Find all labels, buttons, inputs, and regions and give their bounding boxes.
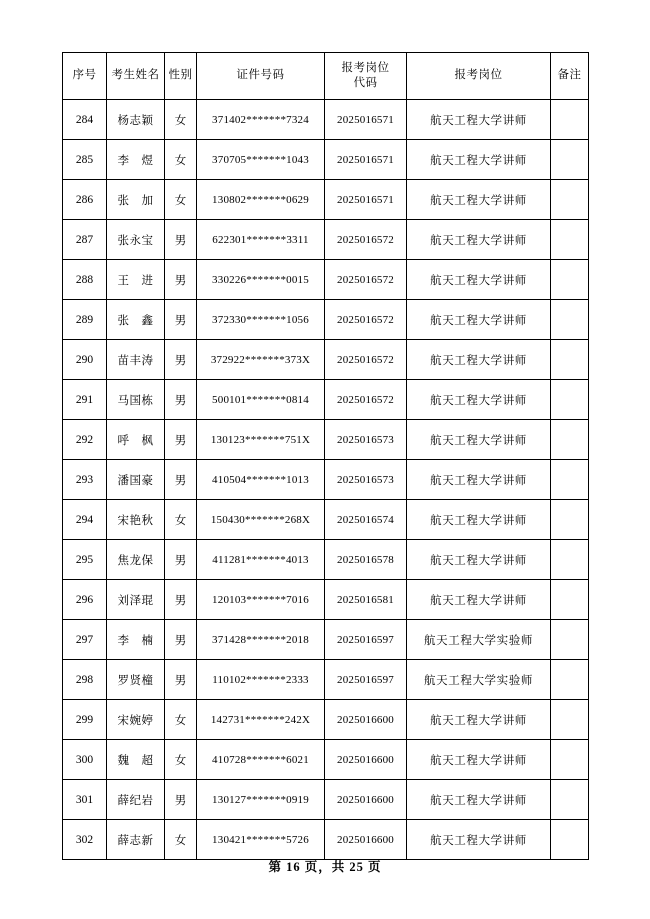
cell-seq: 292 <box>63 420 107 460</box>
table-row <box>63 140 589 180</box>
cell-seq: 298 <box>63 660 107 700</box>
cell-note <box>551 580 589 620</box>
cell-id-number: 130127*******0919 <box>197 780 325 820</box>
cell-post: 航天工程大学讲师 <box>407 820 551 860</box>
cell-note <box>551 420 589 460</box>
cell-id-number: 330226*******0015 <box>197 260 325 300</box>
table-row <box>63 380 589 420</box>
post-code-line-2: 代码 <box>353 77 378 89</box>
cell-post: 航天工程大学讲师 <box>407 140 551 180</box>
table-header <box>63 53 589 100</box>
cell-id-number: 130123*******751X <box>197 420 325 460</box>
cell-post-code: 2025016572 <box>325 300 407 340</box>
cell-gender: 女 <box>165 100 197 140</box>
cell-id-number: 370705*******1043 <box>197 140 325 180</box>
table-row <box>63 460 589 500</box>
cell-seq: 301 <box>63 780 107 820</box>
table-row <box>63 540 589 580</box>
table-header-row <box>63 53 589 100</box>
table-row <box>63 780 589 820</box>
cell-note <box>551 180 589 220</box>
cell-gender: 男 <box>165 620 197 660</box>
cell-post-code: 2025016597 <box>325 660 407 700</box>
cell-post-code: 2025016571 <box>325 180 407 220</box>
cell-note <box>551 620 589 660</box>
cell-note <box>551 660 589 700</box>
table-row <box>63 500 589 540</box>
cell-gender: 男 <box>165 540 197 580</box>
cell-seq: 289 <box>63 300 107 340</box>
cell-post-code: 2025016574 <box>325 500 407 540</box>
cell-gender: 男 <box>165 260 197 300</box>
cell-id-number: 371402*******7324 <box>197 100 325 140</box>
cell-name: 张 加 <box>107 180 165 220</box>
cell-seq: 302 <box>63 820 107 860</box>
cell-note <box>551 740 589 780</box>
cell-post: 航天工程大学讲师 <box>407 380 551 420</box>
cell-note <box>551 340 589 380</box>
cell-post-code: 2025016571 <box>325 100 407 140</box>
cell-post-code: 2025016573 <box>325 420 407 460</box>
table-row <box>63 260 589 300</box>
cell-name: 张 鑫 <box>107 300 165 340</box>
cell-gender: 男 <box>165 420 197 460</box>
cell-post: 航天工程大学讲师 <box>407 300 551 340</box>
cell-post: 航天工程大学实验师 <box>407 620 551 660</box>
table-row <box>63 300 589 340</box>
cell-post: 航天工程大学讲师 <box>407 340 551 380</box>
cell-name: 薛纪岩 <box>107 780 165 820</box>
cell-note <box>551 220 589 260</box>
cell-note <box>551 140 589 180</box>
table-row <box>63 820 589 860</box>
cell-gender: 女 <box>165 140 197 180</box>
cell-note <box>551 700 589 740</box>
cell-name: 李 煜 <box>107 140 165 180</box>
table-row <box>63 740 589 780</box>
column-header-name: 考生姓名 <box>107 53 165 100</box>
cell-post: 航天工程大学讲师 <box>407 740 551 780</box>
cell-gender: 男 <box>165 300 197 340</box>
table-row <box>63 180 589 220</box>
cell-gender: 女 <box>165 700 197 740</box>
candidate-roster-table <box>62 52 589 860</box>
cell-seq: 284 <box>63 100 107 140</box>
cell-gender: 男 <box>165 460 197 500</box>
cell-post-code: 2025016571 <box>325 140 407 180</box>
cell-gender: 女 <box>165 500 197 540</box>
post-code-line-1: 报考岗位 <box>341 62 390 75</box>
table-row <box>63 100 589 140</box>
cell-post: 航天工程大学实验师 <box>407 660 551 700</box>
cell-note <box>551 100 589 140</box>
cell-gender: 男 <box>165 780 197 820</box>
cell-id-number: 120103*******7016 <box>197 580 325 620</box>
cell-post-code: 2025016600 <box>325 780 407 820</box>
cell-post-code: 2025016600 <box>325 740 407 780</box>
cell-seq: 296 <box>63 580 107 620</box>
cell-post-code: 2025016572 <box>325 380 407 420</box>
cell-gender: 女 <box>165 820 197 860</box>
cell-seq: 287 <box>63 220 107 260</box>
cell-name: 杨志颖 <box>107 100 165 140</box>
cell-post-code: 2025016573 <box>325 460 407 500</box>
column-header-note: 备注 <box>551 53 589 100</box>
cell-name: 潘国豪 <box>107 460 165 500</box>
cell-post-code: 2025016572 <box>325 340 407 380</box>
cell-post: 航天工程大学讲师 <box>407 420 551 460</box>
cell-id-number: 110102*******2333 <box>197 660 325 700</box>
cell-seq: 299 <box>63 700 107 740</box>
column-header-gender: 性别 <box>165 53 197 100</box>
cell-seq: 293 <box>63 460 107 500</box>
cell-post-code: 2025016597 <box>325 620 407 660</box>
cell-post-code: 2025016572 <box>325 220 407 260</box>
cell-post: 航天工程大学讲师 <box>407 100 551 140</box>
cell-post: 航天工程大学讲师 <box>407 700 551 740</box>
table-body <box>63 100 589 860</box>
cell-seq: 300 <box>63 740 107 780</box>
cell-gender: 女 <box>165 740 197 780</box>
cell-name: 王 进 <box>107 260 165 300</box>
cell-post-code: 2025016600 <box>325 820 407 860</box>
cell-post-code: 2025016600 <box>325 700 407 740</box>
cell-name: 苗丰涛 <box>107 340 165 380</box>
cell-id-number: 410504*******1013 <box>197 460 325 500</box>
cell-post: 航天工程大学讲师 <box>407 180 551 220</box>
cell-id-number: 150430*******268X <box>197 500 325 540</box>
cell-post: 航天工程大学讲师 <box>407 220 551 260</box>
cell-gender: 男 <box>165 220 197 260</box>
cell-seq: 290 <box>63 340 107 380</box>
cell-name: 宋艳秋 <box>107 500 165 540</box>
cell-id-number: 142731*******242X <box>197 700 325 740</box>
cell-seq: 291 <box>63 380 107 420</box>
cell-note <box>551 460 589 500</box>
column-header-post: 报考岗位 <box>407 53 551 100</box>
column-header-id-number: 证件号码 <box>197 53 325 100</box>
cell-id-number: 410728*******6021 <box>197 740 325 780</box>
table-row <box>63 700 589 740</box>
cell-name: 焦龙保 <box>107 540 165 580</box>
table-row <box>63 660 589 700</box>
cell-note <box>551 500 589 540</box>
cell-post-code: 2025016572 <box>325 260 407 300</box>
cell-name: 张永宝 <box>107 220 165 260</box>
cell-gender: 男 <box>165 380 197 420</box>
cell-id-number: 130421*******5726 <box>197 820 325 860</box>
cell-name: 宋婉婷 <box>107 700 165 740</box>
cell-gender: 男 <box>165 660 197 700</box>
cell-id-number: 500101*******0814 <box>197 380 325 420</box>
table-row <box>63 420 589 460</box>
column-header-seq: 序号 <box>63 53 107 100</box>
cell-note <box>551 780 589 820</box>
cell-post: 航天工程大学讲师 <box>407 500 551 540</box>
cell-note <box>551 380 589 420</box>
cell-note <box>551 260 589 300</box>
cell-id-number: 372922*******373X <box>197 340 325 380</box>
cell-name: 呼 枫 <box>107 420 165 460</box>
cell-gender: 男 <box>165 340 197 380</box>
cell-note <box>551 300 589 340</box>
cell-seq: 288 <box>63 260 107 300</box>
cell-post-code: 2025016578 <box>325 540 407 580</box>
cell-name: 刘泽琨 <box>107 580 165 620</box>
table-row <box>63 620 589 660</box>
cell-seq: 294 <box>63 500 107 540</box>
table-row <box>63 580 589 620</box>
cell-gender: 男 <box>165 580 197 620</box>
cell-name: 薛志新 <box>107 820 165 860</box>
cell-seq: 286 <box>63 180 107 220</box>
cell-note <box>551 820 589 860</box>
table-row <box>63 340 589 380</box>
cell-post: 航天工程大学讲师 <box>407 260 551 300</box>
cell-id-number: 371428*******2018 <box>197 620 325 660</box>
cell-id-number: 372330*******1056 <box>197 300 325 340</box>
cell-name: 马国栋 <box>107 380 165 420</box>
cell-post: 航天工程大学讲师 <box>407 540 551 580</box>
cell-seq: 297 <box>63 620 107 660</box>
table-row <box>63 220 589 260</box>
cell-name: 魏 超 <box>107 740 165 780</box>
cell-name: 罗贤橦 <box>107 660 165 700</box>
cell-post: 航天工程大学讲师 <box>407 580 551 620</box>
cell-post-code: 2025016581 <box>325 580 407 620</box>
cell-seq: 295 <box>63 540 107 580</box>
cell-id-number: 622301*******3311 <box>197 220 325 260</box>
cell-gender: 女 <box>165 180 197 220</box>
cell-name: 李 楠 <box>107 620 165 660</box>
cell-seq: 285 <box>63 140 107 180</box>
cell-id-number: 411281*******4013 <box>197 540 325 580</box>
column-header-post-code <box>325 53 407 100</box>
cell-post: 航天工程大学讲师 <box>407 460 551 500</box>
cell-note <box>551 540 589 580</box>
page-footer: 第 16 页，共 25 页 <box>268 860 382 874</box>
cell-id-number: 130802*******0629 <box>197 180 325 220</box>
cell-post: 航天工程大学讲师 <box>407 780 551 820</box>
